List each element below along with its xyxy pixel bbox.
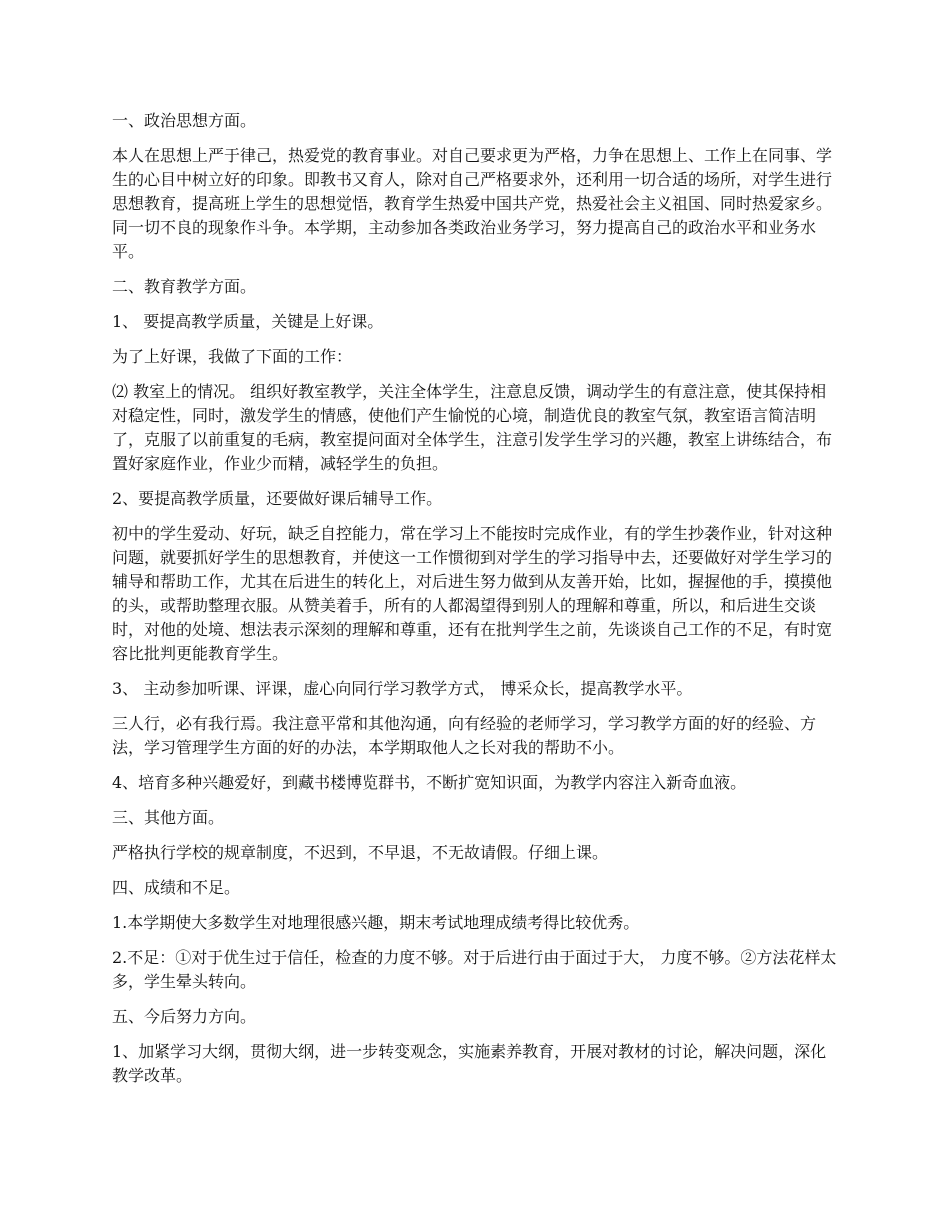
paragraph-future: 1、加紧学习大纲，贯彻大纲，进一步转变观念，实施素养教育，开展对教材的讨论，解决问题，深化教学改革。 xyxy=(112,1042,827,1085)
item-3-heading: 3、 主动参加听课、评课，虚心向同行学习教学方式， 博采众长，提高教学水平。 xyxy=(112,679,693,698)
item-4-paragraph: 4、培育多种兴趣爱好，到藏书楼博览群书，不断扩宽知识面，为教学内容注入新奇血液。 xyxy=(112,773,747,792)
paragraph-shortcomings: 2.不足：①对于优生过于信任，检查的力度不够。对于后进行由于面过于大， 力度不够。②方法花样太多，学生晕头转向。 xyxy=(112,948,837,991)
document-body xyxy=(112,109,842,1099)
section-heading-results: 四、成绩和不足。 xyxy=(112,878,241,897)
section-heading-politics: 一、政治思想方面。 xyxy=(112,111,257,130)
item-1-heading: 1、 要提高教学质量，关键是上好课。 xyxy=(112,312,384,331)
paragraph-learning: 三人行，必有我行焉。我注意平常和其他沟通，向有经验的老师学习，学习教学方面的好的经验、方法，学习管理学生方面的好的办法，本学期取他人之长对我的帮助不小。 xyxy=(112,714,817,757)
section-heading-direction: 五、今后努力方向。 xyxy=(112,1007,257,1026)
section-heading-teaching: 二、教育教学方面。 xyxy=(112,277,257,296)
paragraph-discipline: 严格执行学校的规章制度，不迟到，不早退，不无故请假。仔细上课。 xyxy=(112,843,609,862)
paragraph-classroom: ⑵ 教室上的情况。 组织好教室教学，关注全体学生，注意息反馈，调动学生的有意注意，使其保持相对稳定性，同时，激发学生的情感，使他们产生愉悦的心境，制造优良的教室气氛，教室语言简洁明了，克服了以前重复的毛病，教室提问面对全体学生，注意引发学生学习的兴趣，教室上讲练结合，布置好家庭作业，作业少而精，减轻学生的负担。 xyxy=(112,382,833,473)
section-heading-other: 三、其他方面。 xyxy=(112,808,225,827)
paragraph-achievement: 1.本学期使大多数学生对地理很感兴趣，期末考试地理成绩考得比较优秀。 xyxy=(112,913,640,932)
item-2-heading: 2、要提高教学质量，还要做好课后辅导工作。 xyxy=(112,489,443,508)
paragraph-preparation: 为了上好课，我做了下面的工作： xyxy=(112,347,353,366)
paragraph-tutoring: 初中的学生爱动、好玩，缺乏自控能力，常在学习上不能按时完成作业，有的学生抄袭作业，针对这种问题，就要抓好学生的思想教育，并使这一工作惯彻到对学生的学习指导中去，还要做好对学生学习的辅导和帮助工作，尤其在后进生的转化上，对后进生努力做到从友善开始，比如，握握他的手，摸摸他的头，或帮助整理衣服。从赞美着手，所有的人都渴望得到别人的理解和尊重，所以，和后进生交谈时，对他的处境、想法表示深刻的理解和尊重，还有在批判学生之前，先谈谈自己工作的不足，有时宽容比批判更能教育学生。 xyxy=(112,524,833,663)
paragraph-politics: 本人在思想上严于律己，热爱党的教育事业。对自己要求更为严格，力争在思想上、工作上在同事、学生的心目中树立好的印象。即教书又育人，除对自己严格要求外，还利用一切合适的场所，对学生进行思想教育，提高班上学生的思想觉悟，教育学生热爱中国共产党，热爱社会主义祖国、同时热爱家乡。同一切不良的现象作斗争。本学期，主动参加各类政治业务学习，努力提高自己的政治水平和业务水平。 xyxy=(112,146,833,261)
